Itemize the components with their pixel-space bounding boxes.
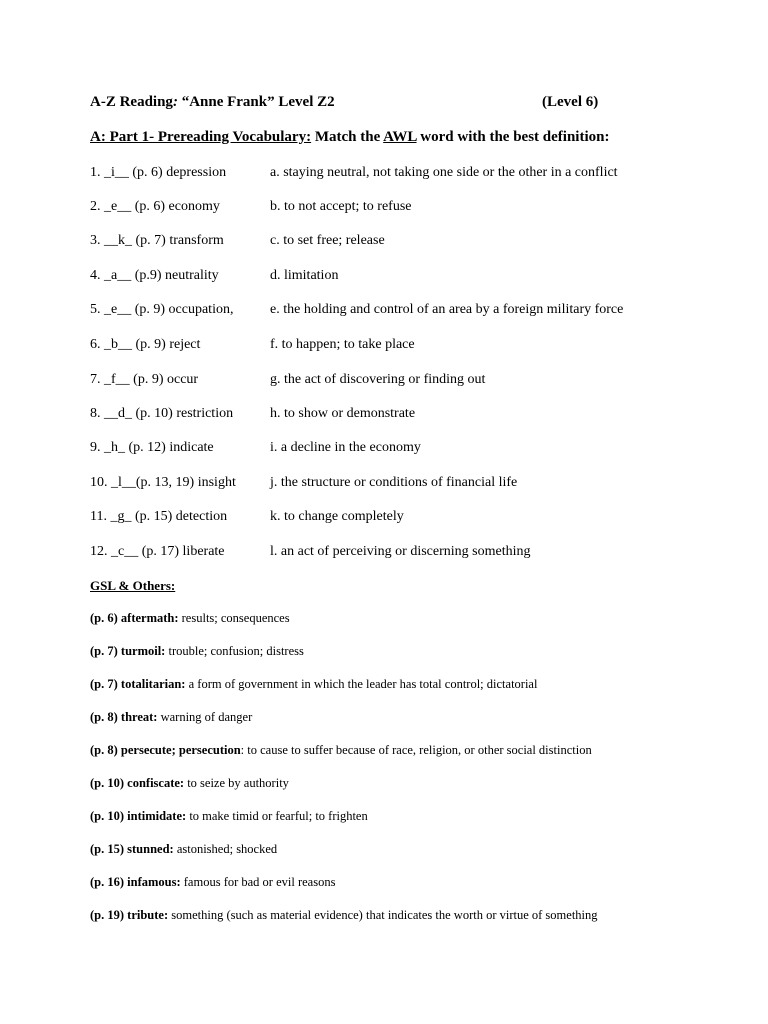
gsl-definition: famous for bad or evil reasons [180,875,336,889]
vocab-term: 2. _e__ (p. 6) economy [90,199,220,214]
title-rest: “Anne Frank” Level Z2 [177,94,335,110]
vocab-term: 8. __d_ (p. 10) restriction [90,406,234,421]
gsl-term: (p. 8) threat: [90,710,158,724]
vocab-term: 11. _g_ (p. 15) detection [90,509,228,524]
gsl-definition: to seize by authority [184,776,289,790]
vocab-term: 7. _f__ (p. 9) occur [90,372,199,387]
gsl-term: (p. 8) persecute; persecution [90,743,241,757]
gsl-heading: GSL & Others: [90,578,176,593]
instruction-post: word with the best definition: [416,129,610,145]
gsl-item [90,710,252,725]
gsl-item [90,842,277,857]
gsl-term: (p. 10) confiscate: [90,776,185,790]
gsl-term: (p. 7) totalitarian: [90,677,186,691]
gsl-definition: something (such as material evidence) that indicates the worth or virtue of something [168,908,598,922]
vocab-term: 4. _a__ (p.9) neutrality [90,268,219,283]
gsl-term: (p. 6) aftermath: [90,611,179,625]
gsl-definition: to make timid or fearful; to frighten [186,809,368,823]
vocab-definition: a. staying neutral, not taking one side or the other in a conflict [270,165,618,180]
vocab-term: 10. _l__(p. 13, 19) insight [90,475,236,490]
gsl-definition: a form of government in which the leader has total control; dictatorial [185,677,538,691]
gsl-definition: : to cause to suffer because of race, religion, or other social distinction [240,743,592,757]
vocab-definition: k. to change completely [270,509,404,524]
vocab-definition: i. a decline in the economy [270,440,421,455]
title-colon: : [172,94,178,110]
vocab-term: 1. _i__ (p. 6) depression [90,165,227,180]
section-heading [90,129,609,146]
title-prefix: A-Z Reading [90,94,173,110]
worksheet-title [90,94,610,111]
vocab-definition: c. to set free; release [270,233,385,248]
gsl-term: (p. 15) stunned: [90,842,174,856]
level-label: (Level 6) [542,94,599,110]
gsl-item [90,611,290,626]
gsl-definition: trouble; confusion; distress [165,644,304,658]
instruction-pre: Match the [311,129,384,145]
gsl-item [90,677,537,692]
vocab-term: 3. __k_ (p. 7) transform [90,233,224,248]
vocab-definition: f. to happen; to take place [270,337,415,352]
vocab-term: 5. _e__ (p. 9) occupation, [90,302,234,317]
gsl-item [90,743,592,758]
vocab-definition: l. an act of perceiving or discerning something [270,544,531,559]
gsl-term: (p. 7) turmoil: [90,644,166,658]
vocab-term: 12. _c__ (p. 17) liberate [90,544,225,559]
vocab-definition: h. to show or demonstrate [270,406,416,421]
vocab-term: 6. _b__ (p. 9) reject [90,337,201,352]
gsl-definition: astonished; shocked [173,842,278,856]
vocab-definition: j. the structure or conditions of financial life [270,475,518,490]
gsl-term: (p. 19) tribute: [90,908,169,922]
gsl-definition: warning of danger [157,710,253,724]
vocab-definition: d. limitation [270,268,339,283]
vocab-definition: e. the holding and control of an area by a foreign military force [270,302,624,317]
gsl-term: (p. 10) intimidate: [90,809,187,823]
vocab-definition: g. the act of discovering or finding out [270,372,486,387]
vocab-term: 9. _h_ (p. 12) indicate [90,440,214,455]
vocab-definition: b. to not accept; to refuse [270,199,412,214]
gsl-item [90,908,598,923]
gsl-item [90,776,289,791]
gsl-item [90,875,335,890]
gsl-definition: results; consequences [178,611,290,625]
gsl-item [90,809,368,824]
instruction-awl: AWL [383,129,417,145]
gsl-term: (p. 16) infamous: [90,875,181,889]
part-label: A: Part 1- Prereading Vocabulary: [90,129,312,145]
gsl-item [90,644,304,659]
